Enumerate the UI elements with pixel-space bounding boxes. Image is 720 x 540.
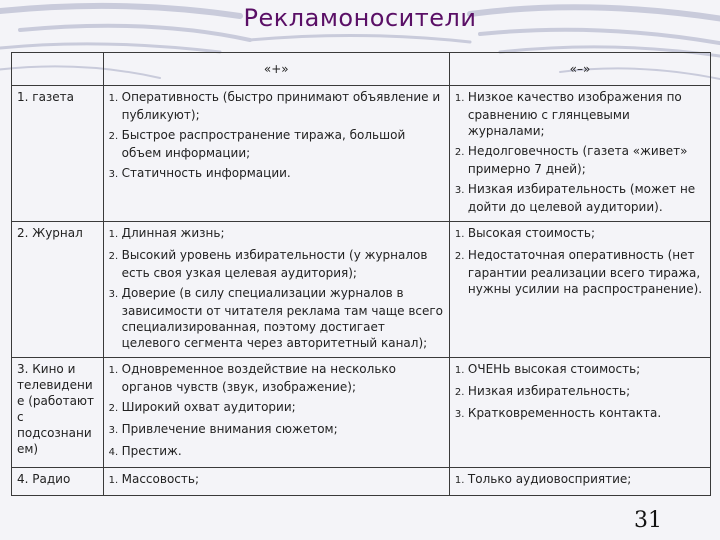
- row-name: 3. Кино и телевидение (работают с подсознанием): [12, 358, 104, 468]
- cons-cell: [449, 468, 710, 496]
- pros-cell: [103, 358, 449, 468]
- pros-cell: [103, 86, 449, 222]
- list-item: 3. Статичность информации.: [108, 166, 291, 180]
- row-name: 2. Журнал: [12, 222, 104, 358]
- list-item: 4. Престиж.: [108, 444, 182, 458]
- header-cons: «–»: [449, 53, 710, 86]
- list-item: 2. Высокий уровень избирательности (у журналов есть своя узкая целевая аудитория);: [108, 248, 428, 280]
- header-empty-cell: [12, 53, 104, 86]
- page-number: 31: [634, 508, 662, 533]
- cons-cell: [449, 222, 710, 358]
- pros-cell: [103, 468, 449, 496]
- table-row-magazine: [12, 222, 711, 358]
- row-name: 1. газета: [12, 86, 104, 222]
- list-item: 2. Недостаточная оперативность (нет гарантии реализации всего тиража, нужны усилии на распространение).: [454, 248, 703, 296]
- table-header-row: [12, 53, 711, 86]
- list-item: 1. Низкое качество изображения по сравнению с глянцевыми журналами;: [454, 90, 682, 138]
- table-row-newspaper: [12, 86, 711, 222]
- list-item: 2. Низкая избирательность;: [454, 384, 631, 398]
- list-item: 1. Одновременное воздействие на несколько органов чувств (звук, изображение);: [108, 362, 396, 394]
- header-pros: «+»: [103, 53, 449, 86]
- row-name: 4. Радио: [12, 468, 104, 496]
- list-item: 2. Широкий охват аудитории;: [108, 400, 296, 414]
- list-item: 2. Быстрое распространение тиража, большой объем информации;: [108, 128, 406, 160]
- list-item: 1. Длинная жизнь;: [108, 226, 225, 240]
- list-item: 3. Доверие (в силу специализации журналов в зависимости от читателя реклама там чаще всего специализированная, поэтому достигает целевого сегмента через авторитетный канал);: [108, 286, 444, 350]
- list-item: 1. Высокая стоимость;: [454, 226, 596, 240]
- list-item: 3. Низкая избирательность (может не дойти до целевой аудитории).: [454, 182, 696, 214]
- list-item: 1. Только аудиовосприятие;: [454, 472, 632, 486]
- list-item: 2. Недолговечность (газета «живет» примерно 7 дней);: [454, 144, 688, 176]
- table-row-cinema-tv: [12, 358, 711, 468]
- table-row-radio: [12, 468, 711, 496]
- slide-title: Рекламоносители: [243, 4, 477, 32]
- pros-cell: [103, 222, 449, 358]
- cons-cell: [449, 358, 710, 468]
- cons-cell: [449, 86, 710, 222]
- list-item: 3. Кратковременность контакта.: [454, 406, 662, 420]
- list-item: 1. ОЧЕНЬ высокая стоимость;: [454, 362, 641, 376]
- list-item: 1. Массовость;: [108, 472, 199, 486]
- list-item: 1. Оперативность (быстро принимают объявление и публикуют);: [108, 90, 441, 122]
- list-item: 3. Привлечение внимания сюжетом;: [108, 422, 338, 436]
- comparison-table: [11, 52, 711, 496]
